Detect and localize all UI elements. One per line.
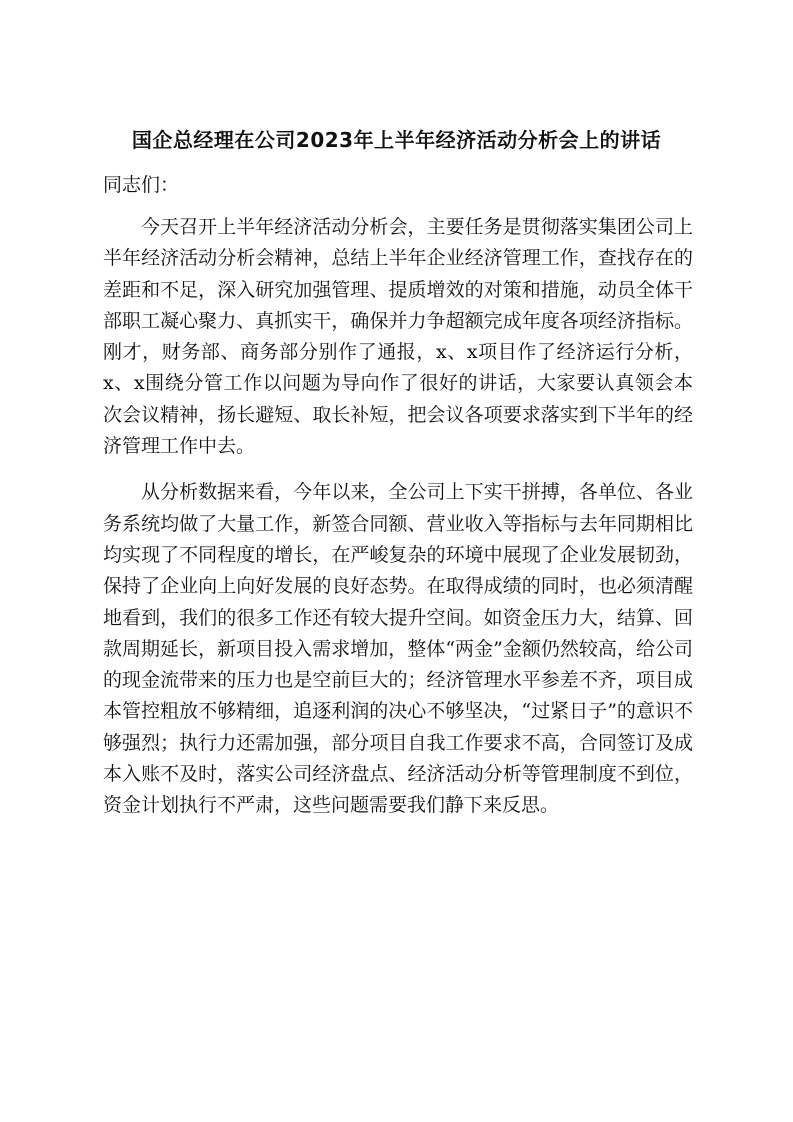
salutation: 同志们： xyxy=(103,174,180,196)
paragraph-2: 从分析数据来看，今年以来，全公司上下实干拼搏，各单位、各业务系统均做了大量工作，新签合同额、营业收入等指标与去年同期相比均实现了不同程度的增长，在严峻复杂的环境中展现了企业发展韧劲，保持了企业向上向好发展的良好态势。在取得成绩的同时，也必须清醒地看到，我们的很多工作还有较大提升空间。如资金压力大，结算、回款周期延长，新项目投入需求增加，整体“两金”金额仍然较高，给公司的现金流带来的压力也是空前巨大的；经济管理水平参差不齐，项目成本管控粗放不够精细，追逐利润的决心不够坚决，“过紧日子”的意识不够强烈；执行力还需加强，部分项目自我工作要求不高，合同签订及成本入账不及时，落实公司经济盘点、经济活动分析等管理制度不到位，资金计划执行不严肃，这些问题需要我们静下来反思。 xyxy=(103,481,693,817)
document-title: 国企总经理在公司2023年上半年经济活动分析会上的讲话 xyxy=(131,128,662,152)
document-body xyxy=(103,212,693,837)
paragraph-1: 今天召开上半年经济活动分析会，主要任务是贯彻落实集团公司上半年经济活动分析会精神，总结上半年企业经济管理工作，查找存在的差距和不足，深入研究加强管理、提质增效的对策和措施，动员全体干部职工凝心聚力、真抓实干，确保并力争超额完成年度各项经济指标。刚才，财务部、商务部分别作了通报，x、x项目作了经济运行分析，x、x围绕分管工作以问题为导向作了很好的讲话，大家要认真领会本次会议精神，扬长避短、取长补短，把会议各项要求落实到下半年的经济管理工作中去。 xyxy=(103,216,693,458)
